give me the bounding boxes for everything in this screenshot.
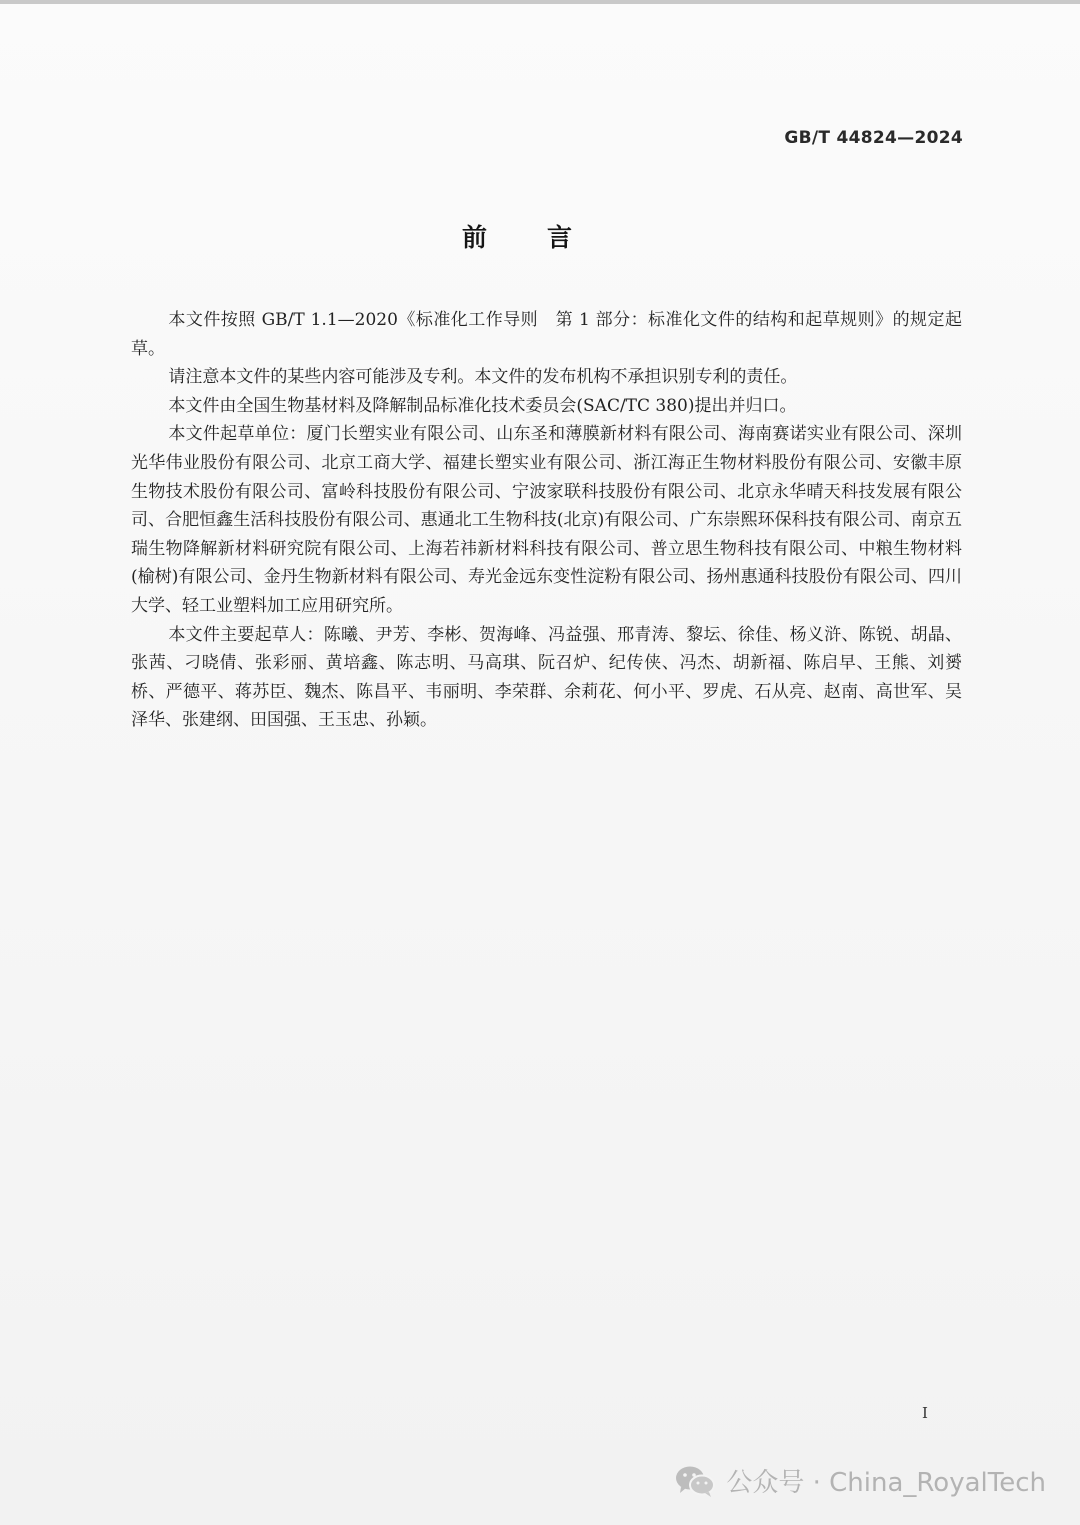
standard-code: GB/T 44824—2024 [784,128,963,148]
page-title: 前言 [461,223,632,252]
paragraph-drafting-units: 本文件起草单位：厦门长塑实业有限公司、山东圣和薄膜新材料有限公司、海南赛诺实业有限公司、深圳光华伟业股份有限公司、北京工商大学、福建长塑实业有限公司、浙江海正生物材料股份有限公司、安徽丰原生物技术股份有限公司、富岭科技股份有限公司、宁波家联科技股份有限公司、北京永华晴天科技发展有限公司、合肥恒鑫生活科技股份有限公司、惠通北工生物科技(北京)有限公司、广东崇熙环保科技有限公司、南京五瑞生物降解新材料研究院有限公司、上海若祎新材料科技有限公司、普立思生物科技有限公司、中粮生物材料(榆树)有限公司、金丹生物新材料有限公司、寿光金远东变性淀粉有限公司、扬州惠通科技股份有限公司、四川大学、轻工业塑料加工应用研究所。 [131,424,962,616]
paragraph-committee: 本文件由全国生物基材料及降解制品标准化技术委员会(SAC/TC 380)提出并归口。 [168,395,797,416]
foreword-body [131,306,962,735]
watermark-text: 公众号 · China_RoyalTech [726,1468,1046,1498]
paragraph-drafting-rules: 本文件按照 GB/T 1.1—2020《标准化工作导则 第 1 部分：标准化文件的结构和起草规则》的规定起草。 [131,310,962,359]
paragraph-patent-notice: 请注意本文件的某些内容可能涉及专利。本文件的发布机构不承担识别专利的责任。 [168,367,798,388]
page-number: I [922,1404,928,1422]
scan-edge [0,0,1080,4]
paragraph-drafters: 本文件主要起草人：陈曦、尹芳、李彬、贺海峰、冯益强、邢青涛、黎坛、徐佳、杨义浒、陈锐、胡晶、张茜、刁晓倩、张彩丽、黄培鑫、陈志明、马高琪、阮召炉、纪传侠、冯杰、胡新福、陈启早、王熊、刘赟桥、严德平、蒋苏臣、魏杰、陈昌平、韦丽明、李荣群、余莉花、何小平、罗虎、石从亮、赵南、高世军、吴泽华、张建纲、田国强、王玉忠、孙颖。 [131,624,962,731]
wechat-icon [674,1464,716,1498]
watermark [674,1462,1046,1499]
